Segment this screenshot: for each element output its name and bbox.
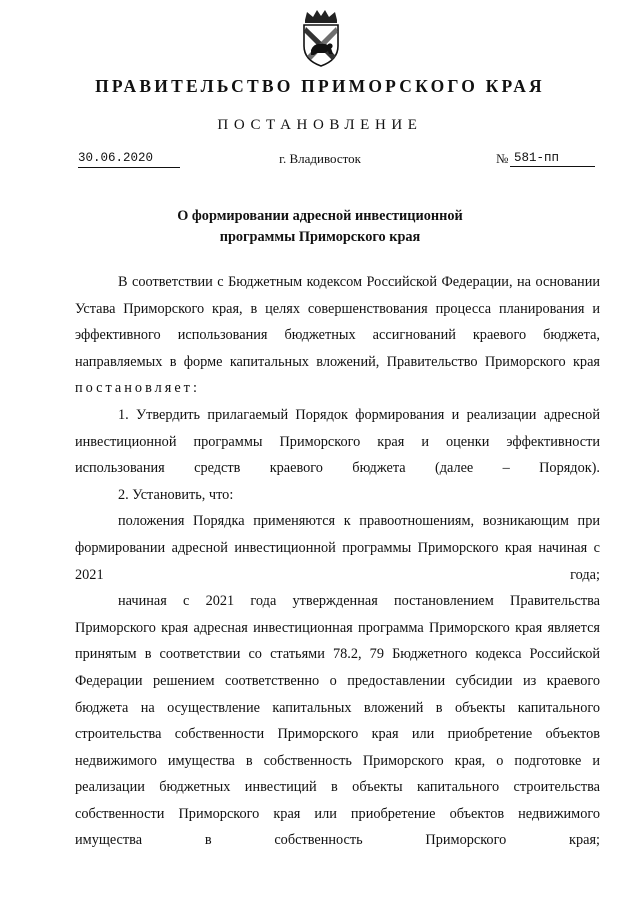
preamble-paragraph <box>75 269 600 402</box>
document-body <box>75 269 600 854</box>
item-2b-paragraph: начиная с 2021 года утвержденная постановлением Правительства Приморского края адресная инвестиционная программа Приморского края является принятым в соответствии со статьями 78.2, 79 Бюджетного кодекса Российской Федерации решением соответственно о предоставлении субсидии из краевого бюджета на осуществление капитальных вложений в объекты капитального строительства собственности Приморского края или приобретение объектов недвижимого имущества в собственность Приморского края, о подготовке и реализации бюджетных инвестиций в объекты капитального строительства собственности Приморского края или приобретение объектов недвижимого имущества в собственность Приморского края; <box>75 593 600 849</box>
preamble-verb: постановляет <box>75 380 193 397</box>
number-sign: № <box>496 151 509 166</box>
preamble-end: : <box>192 380 197 397</box>
preamble-text: В соответствии с Бюджетным кодексом Российской Федерации, на основании Устава Приморского края, в целях совершенствования процесса планирования и эффективного использования бюджетных ассигнований краевого бюджета, направляемых в форме капитальных вложений, Правительство Приморского края <box>75 274 600 370</box>
document-type: ПОСТАНОВЛЕНИЕ <box>217 117 423 133</box>
coat-of-arms-icon <box>299 8 343 68</box>
title-line-1: О формировании адресной инвестиционной <box>177 208 463 224</box>
title-line-2: программы Приморского края <box>219 229 421 245</box>
document-city: г. Владивосток <box>279 151 361 166</box>
item-2-paragraph: 2. Установить, что: <box>118 486 234 503</box>
issuing-authority: ПРАВИТЕЛЬСТВО ПРИМОРСКОГО КРАЯ <box>95 76 545 96</box>
document-date: 30.06.2020 <box>78 150 180 168</box>
document-number: 581-пп <box>510 150 595 167</box>
item-1-paragraph: 1. Утвердить прилагаемый Порядок формирования и реализации адресной инвестиционной программы Приморского края и оценки эффективности использования средств краевого бюджета (далее – Порядок). <box>75 406 600 477</box>
document-title <box>0 206 640 248</box>
item-2a-paragraph: положения Порядка применяются к правоотношениям, возникающим при формировании адресной инвестиционной программы Приморского края начиная с 2021 года; <box>75 513 600 583</box>
